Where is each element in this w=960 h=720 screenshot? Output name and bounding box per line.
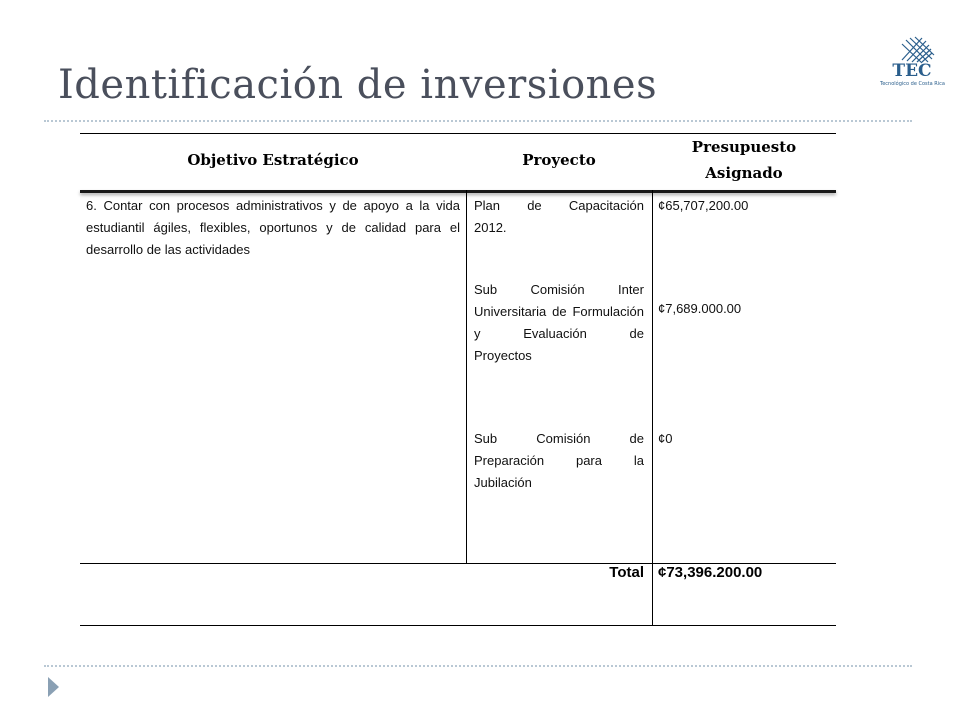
project-item bbox=[474, 195, 644, 239]
budget-amount: ¢65,707,200.00 bbox=[658, 198, 749, 213]
table-bottom-border bbox=[80, 625, 836, 626]
header-project: Proyecto bbox=[522, 151, 596, 169]
header-budget-line2: Asignado bbox=[705, 164, 783, 182]
page-title: Identificación de inversiones bbox=[58, 62, 658, 108]
project-name: Sub Comisión de Preparación para la bbox=[474, 431, 644, 468]
next-arrow-icon bbox=[48, 677, 59, 697]
objective-text: 6. Contar con procesos administrativos y de apoyo a la vida estudiantil ágiles, flexibles, oportunos y de calidad para el desarrollo de las actividades bbox=[86, 198, 460, 257]
project-name-end: Proyectos bbox=[474, 348, 532, 363]
logo-subtitle: Tecnológico de Costa Rica bbox=[880, 81, 945, 87]
project-name: Plan de Capacitación bbox=[474, 198, 644, 213]
footer-divider bbox=[44, 665, 912, 667]
project-item bbox=[474, 279, 644, 367]
header-bottom-border bbox=[80, 190, 836, 193]
project-item bbox=[474, 428, 644, 494]
header-objective: Objetivo Estratégico bbox=[187, 151, 359, 169]
column-divider-1 bbox=[466, 190, 467, 563]
project-name-end: 2012. bbox=[474, 220, 507, 235]
header-budget-line1: Presupuesto bbox=[691, 138, 797, 156]
tec-logo bbox=[880, 34, 944, 92]
logo-mesh-icon bbox=[880, 34, 944, 64]
header-budget bbox=[652, 130, 836, 190]
title-divider bbox=[44, 120, 912, 122]
total-label: Total bbox=[609, 564, 644, 581]
budget-amount: ¢0 bbox=[658, 431, 673, 446]
logo-name: TEC bbox=[892, 61, 932, 81]
project-name-end: Jubilación bbox=[474, 475, 532, 490]
project-name: Sub Comisión Inter Universitaria de Formulación y Evaluación de bbox=[474, 282, 644, 341]
column-divider-2 bbox=[652, 190, 653, 625]
budget-amount: ¢7,689.000.00 bbox=[658, 301, 742, 316]
total-value: ¢73,396.200.00 bbox=[658, 564, 763, 581]
